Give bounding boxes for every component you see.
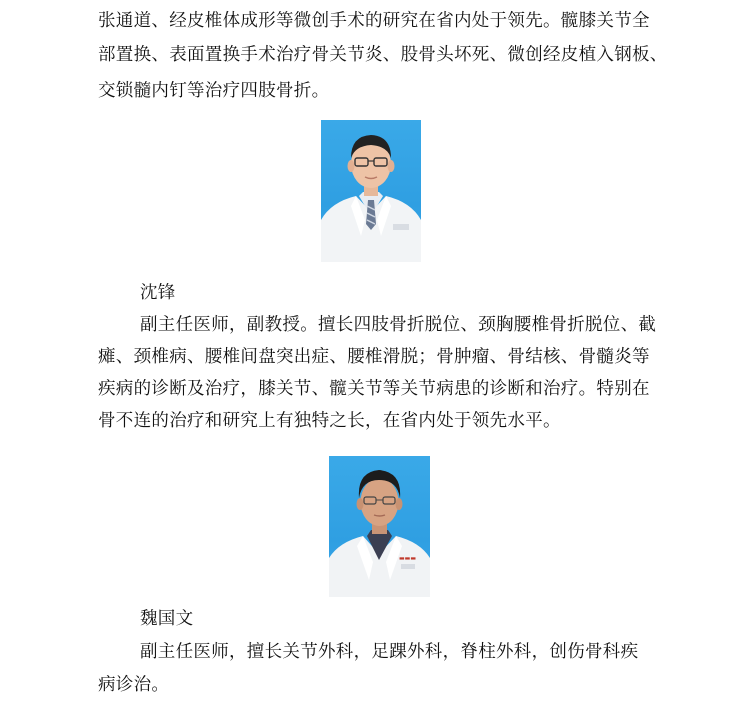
intro-line-3: 交锁髓内钉等治疗四肢骨折。 xyxy=(98,81,330,101)
doctor-bio-1-line-4: 骨不连的治疗和研究上有独特之长，在省内处于领先水平。 xyxy=(98,411,561,431)
doctor-bio-1-line-2: 瘫、颈椎病、腰椎间盘突出症、腰椎滑脱；骨肿瘤、骨结核、骨髓炎等 xyxy=(98,347,650,367)
doctor-photo-wei-guowen xyxy=(329,456,430,597)
doctor-bio-1-line-3: 疾病的诊断及治疗，膝关节、髋关节等关节病患的诊断和治疗。特别在 xyxy=(98,379,650,399)
doctor-bio-2-line-2: 病诊治。 xyxy=(98,675,170,695)
doctor-portrait-icon xyxy=(321,120,421,262)
svg-text:▬▬▬: ▬▬▬ xyxy=(399,555,417,562)
doctor-bio-1-line-1: 副主任医师，副教授。擅长四肢骨折脱位、颈胸腰椎骨折脱位、截 xyxy=(140,315,657,335)
doctor-bio-2-line-1: 副主任医师，擅长关节外科，足踝外科，脊柱外科，创伤骨科疾 xyxy=(140,642,639,662)
doctor-photo-shen-feng xyxy=(321,120,421,262)
intro-line-2: 部置换、表面置换手术治疗骨关节炎、股骨头坏死、微创经皮植入钢板、 xyxy=(98,45,668,65)
doctor-portrait-icon xyxy=(329,456,430,597)
doctor-name-2: 魏国文 xyxy=(140,609,194,629)
intro-line-1: 张通道、经皮椎体成形等微创手术的研究在省内处于领先。髋膝关节全 xyxy=(98,11,650,31)
doctor-name-1: 沈锋 xyxy=(140,283,176,303)
